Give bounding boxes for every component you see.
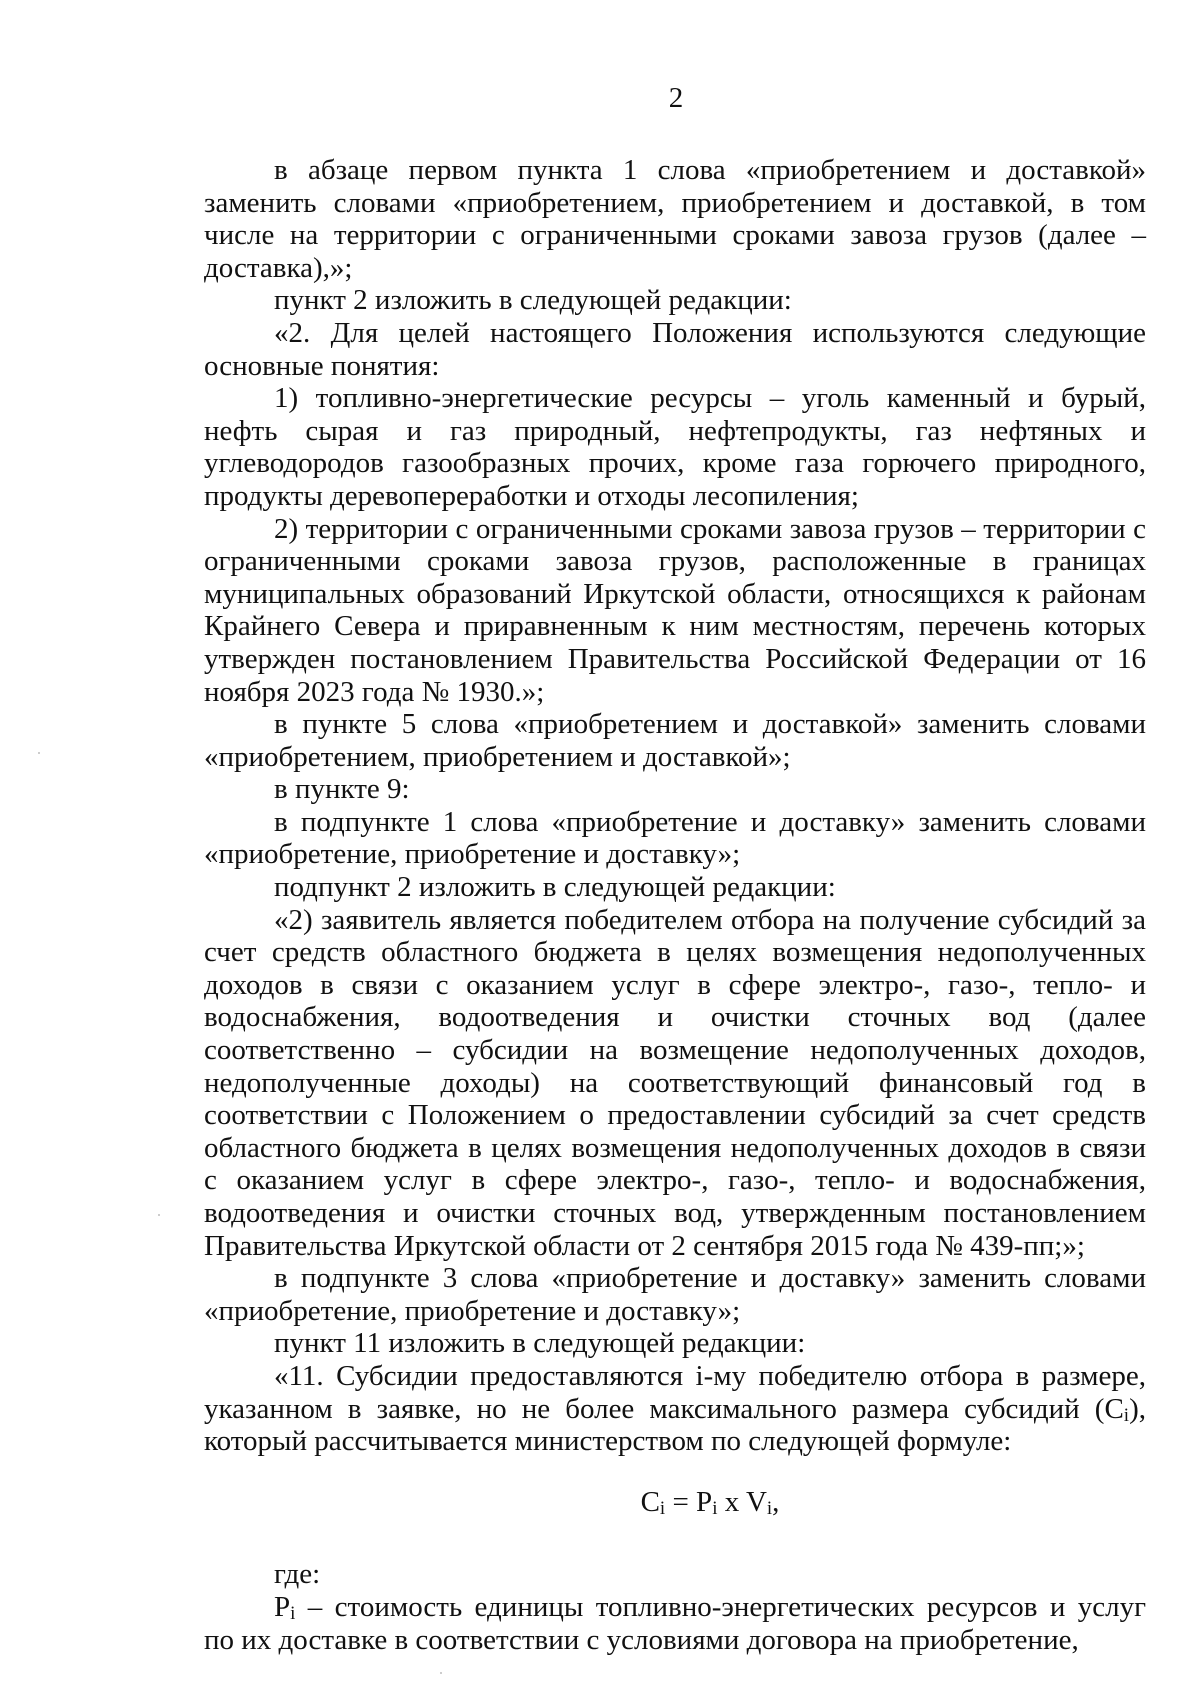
pi-symbol: P: [274, 1590, 291, 1623]
formula-p-subscript: i: [712, 1497, 718, 1519]
paragraph-def-1: 1) топливно-энергетические ресурсы – уголь каменный и бурый, нефть сырая и газ природный, нефтепродукты, газ нефтяных и углеводородов газообразных прочих, кроме газа горючего природного, продукты деревопереработки и отходы лесопиления;: [204, 382, 1146, 512]
pi-definition-text: – стоимость единицы топливно-энергетических ресурсов и услуг по их доставке в соответствии с условиями договора на приобретение,: [204, 1590, 1146, 1656]
paragraph-p9-sub3: в подпункте 3 слова «приобретение и доставку» заменить словами «приобретение, приобретение и доставку»;: [204, 1262, 1146, 1327]
paragraph-p2-intro: пункт 2 изложить в следующей редакции:: [274, 284, 792, 317]
formula-comma: ,: [772, 1485, 780, 1518]
paragraph-p9-sub2-text: «2) заявитель является победителем отбора на получение субсидий за счет средств областного бюджета в целях возмещения недополученных доходов в связи с оказанием услуг в сфере электро-, газо-, тепло- и водоснабжения, водоотведения и очистки сточных вод (далее соответственно – субсидии на возмещение недополученных доходов, недополученные доходы) на соответствующий финансовый год в соответствии с Положением о предоставлении субсидий за счет средств областного бюджета в целях возмещения недополученных доходов в связи с оказанием услуг в сфере электро-, газо-, тепло- и водоснабжения, водоотведения и очистки сточных вод, утвержденным постановлением Правительства Иркутской области от 2 сентября 2015 года № 439-пп;»;: [204, 903, 1146, 1262]
paragraph-p9-intro: в пункте 9:: [274, 773, 410, 806]
pi-subscript: i: [290, 1602, 296, 1624]
p11-text-after: ), который рассчитывается министерством по следующей формуле:: [204, 1392, 1146, 1458]
page-number: 2: [668, 82, 684, 114]
paragraph-pi-definition: [204, 1591, 1146, 1656]
paragraph-amend-p1: в абзаце первом пункта 1 слова «приобретением и доставкой» заменить словами «приобретением, приобретением и доставкой, в том числе на территории с ограниченными сроками завоза грузов (далее – доставка),»;: [204, 154, 1146, 284]
paragraph-p11-text: [204, 1360, 1146, 1458]
paragraph-where: где:: [274, 1558, 321, 1591]
formula-times-v: x V: [717, 1485, 767, 1518]
p11-subscript: i: [1123, 1404, 1130, 1426]
paragraph-p11-intro: пункт 11 изложить в следующей редакции:: [274, 1327, 806, 1360]
paragraph-p2-text: «2. Для целей настоящего Положения используются следующие основные понятия:: [204, 316, 1146, 382]
p11-text-before: «11. Субсидии предоставляются i-му победителю отбора в размере, указанном в заявке, но не более максимального размера субсидий (C: [204, 1359, 1146, 1425]
formula: [204, 1486, 1146, 1519]
formula-c: C: [640, 1485, 660, 1518]
paragraph-def-2: 2) территории с ограниченными сроками завоза грузов – территории с ограниченными сроками завоза грузов, расположенные в границах муниципальных образований Иркутской области, относящихся к районам Крайнего Севера и приравненным к ним местностям, перечень которых утвержден постановлением Правительства Российской Федерации от 16 ноября 2023 года № 1930.»;: [204, 512, 1146, 708]
formula-equals-p: = P: [665, 1485, 713, 1518]
scan-speck: [440, 1672, 442, 1674]
formula-v-subscript: i: [766, 1497, 773, 1519]
scan-speck: [38, 752, 40, 754]
document-body: [204, 154, 1146, 1656]
paragraph-p9-sub1: в подпункте 1 слова «приобретение и доставку» заменить словами «приобретение, приобретение и доставку»;: [204, 805, 1146, 871]
scan-speck: [158, 1214, 160, 1216]
paragraph-amend-p5: в пункте 5 слова «приобретением и доставкой» заменить словами «приобретением, приобретением и доставкой»;: [204, 708, 1146, 773]
formula-c-subscript: i: [659, 1497, 666, 1519]
paragraph-p9-sub2-intro: подпункт 2 изложить в следующей редакции:: [274, 871, 836, 904]
